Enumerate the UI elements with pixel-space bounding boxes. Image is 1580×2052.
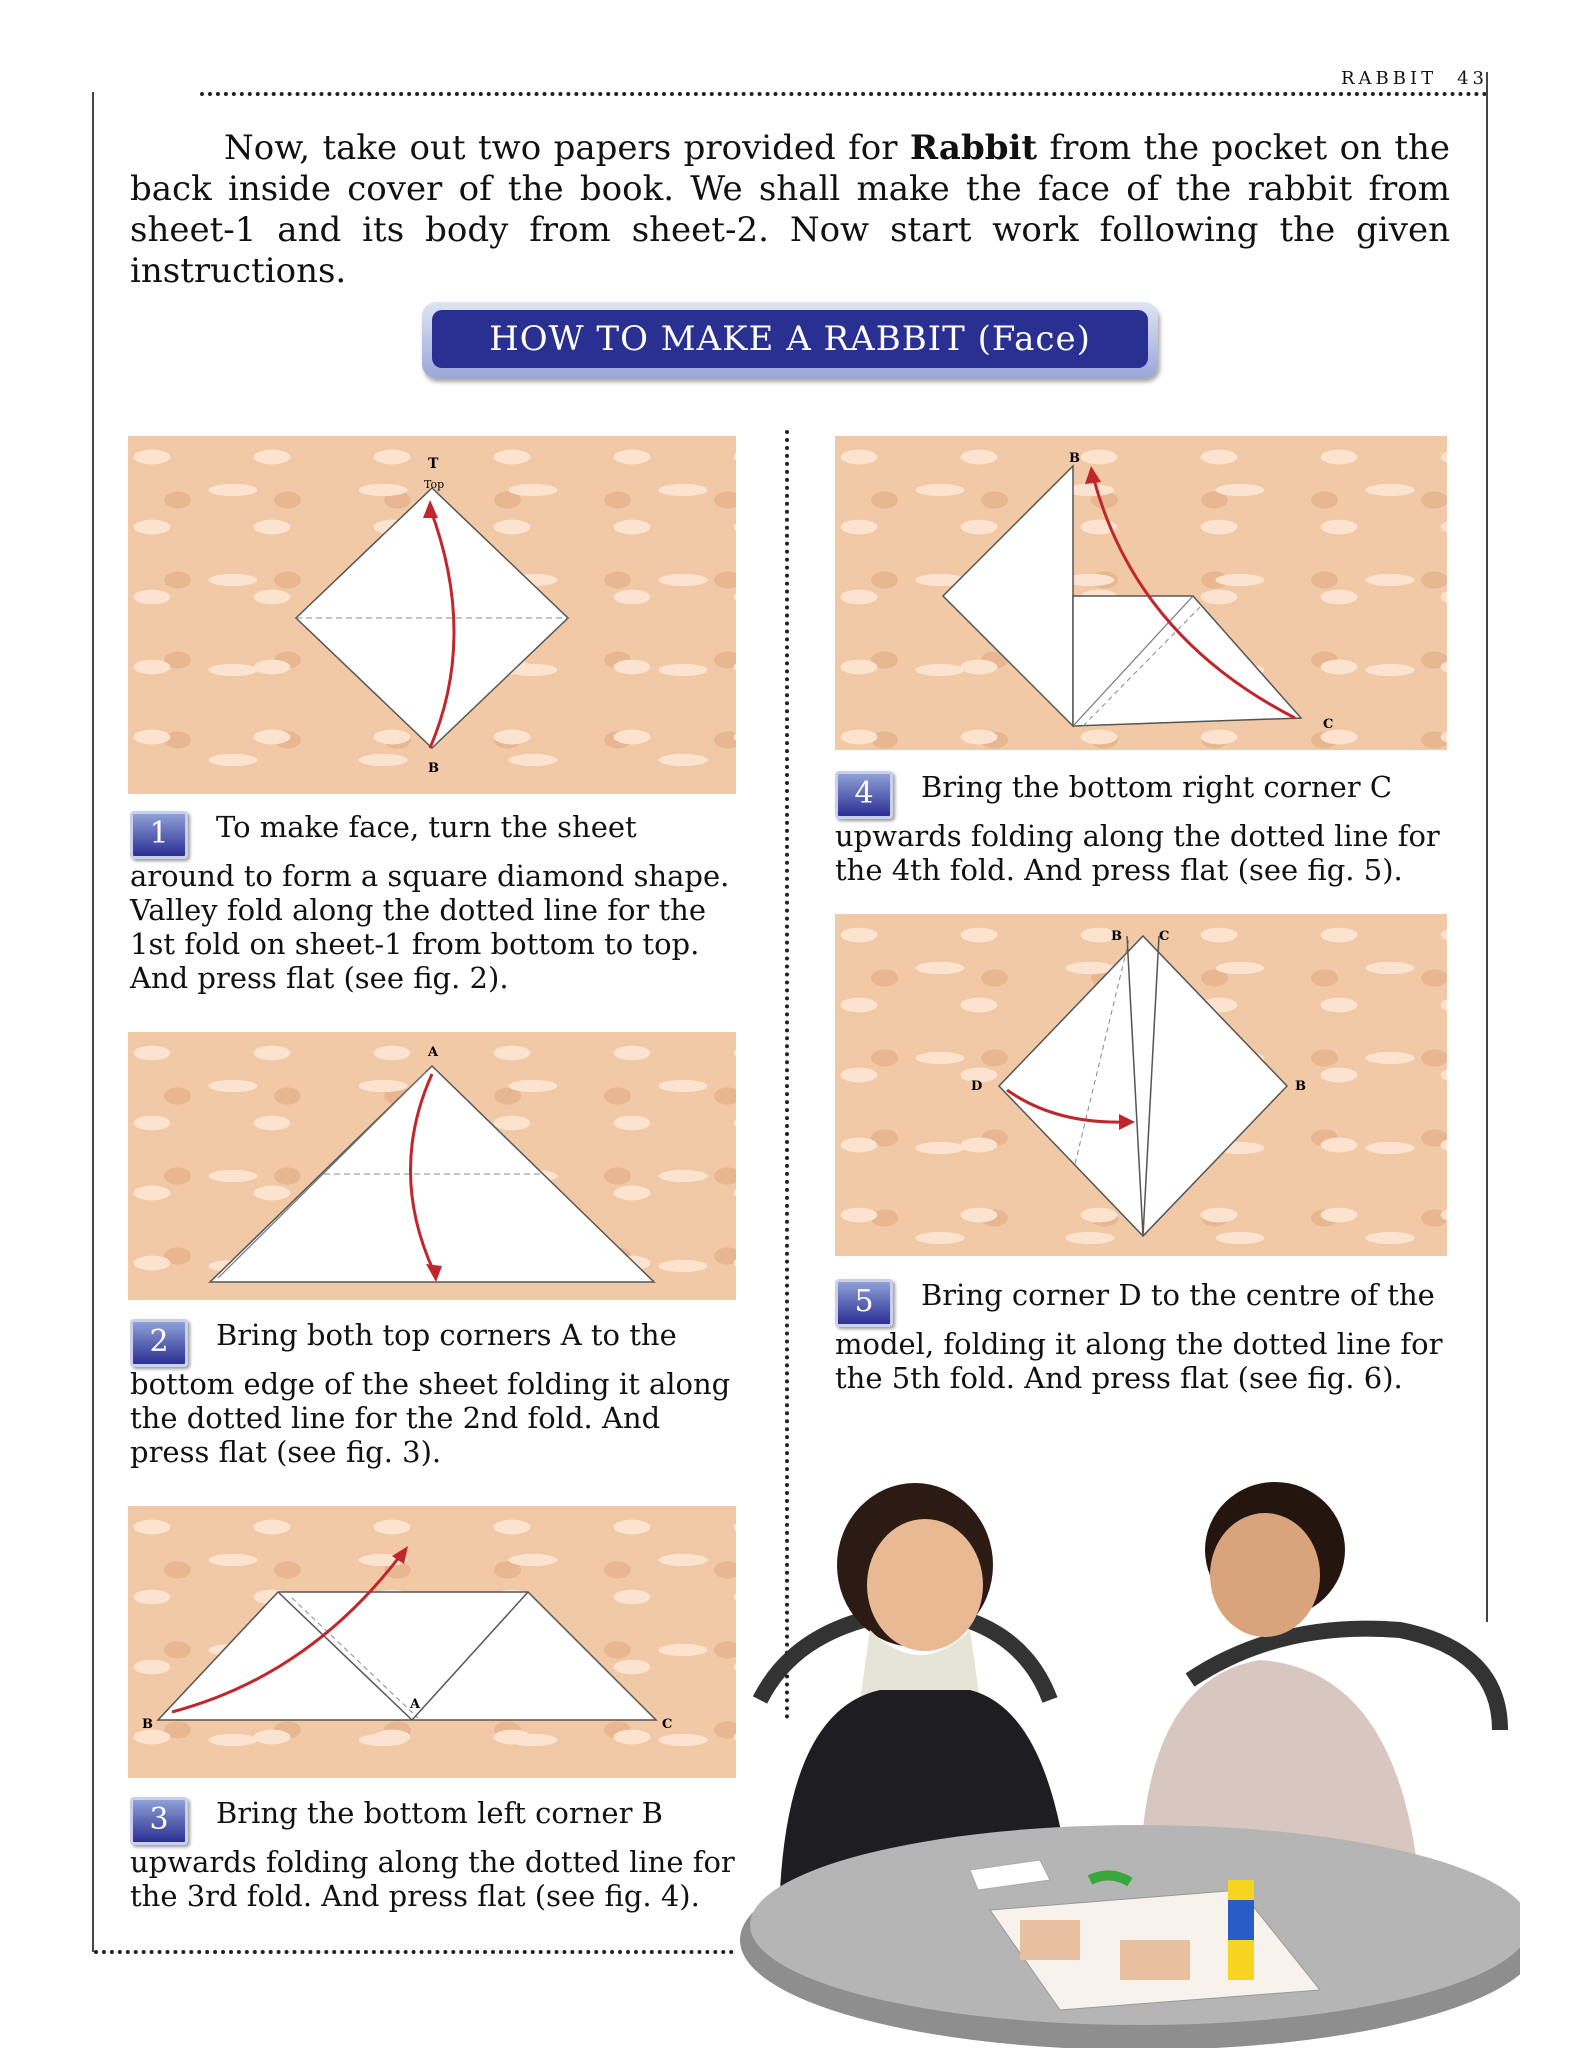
left-rule <box>92 92 94 1952</box>
section-banner <box>422 302 1158 378</box>
figure-5-diagram <box>835 914 1447 1256</box>
fig2-label-a: A <box>428 1045 439 1060</box>
step-4-text: Bring the bottom right corner C upwards folding along the dotted line for the 4th fold. And press flat (see fig. 5). <box>835 770 1440 887</box>
fig3-label-c: C <box>662 1717 673 1732</box>
page-number: 43 <box>1457 68 1488 89</box>
fig5-label-d: D <box>971 1079 983 1094</box>
chapter-title: RABBIT <box>1340 68 1438 89</box>
fig5-label-b-right: B <box>1295 1079 1306 1094</box>
fig1-label-top: Top <box>424 478 445 491</box>
intro-paragraph <box>130 128 1450 292</box>
bottom-dotted-rule <box>94 1950 734 1954</box>
figure-1-diagram <box>128 436 736 794</box>
figure-5 <box>835 914 1447 1256</box>
figure-4 <box>835 436 1447 750</box>
fig1-label-t: T <box>428 456 439 472</box>
step-1 <box>130 810 745 995</box>
figure-3 <box>128 1506 736 1778</box>
figure-4-diagram <box>835 436 1447 750</box>
intro-bold: Rabbit <box>909 128 1038 168</box>
fig3-label-b: B <box>142 1717 153 1732</box>
children-illustration <box>720 1470 1520 2048</box>
fig4-label-b: B <box>1069 451 1080 466</box>
step-2-number: 2 <box>130 1319 188 1367</box>
fig5-label-b: B <box>1111 929 1122 944</box>
page-header <box>1321 68 1488 89</box>
figure-3-diagram <box>128 1506 736 1778</box>
children-photo <box>720 1470 1520 2048</box>
fig5-label-c: C <box>1159 929 1170 944</box>
intro-text-2: from the pocket on the back inside cover of the book. We shall make the face of the rabbit from sheet-1 and its body from sheet-2. Now start work following the given instructions. <box>130 128 1451 291</box>
figure-1 <box>128 436 736 794</box>
right-rule <box>1486 72 1488 1622</box>
fig4-label-c: C <box>1323 717 1334 732</box>
step-4-number: 4 <box>835 771 893 819</box>
figure-2 <box>128 1032 736 1300</box>
step-2-text: Bring both top corners A to the bottom edge of the sheet folding it along the dotted line for the 2nd fold. And press flat (see fig. 3). <box>130 1318 731 1469</box>
step-1-text: To make face, turn the sheet around to form a square diamond shape. Valley fold along the dotted line for the 1st fold on sheet-1 from bottom to top. And press flat (see fig. 2). <box>130 810 730 995</box>
step-2 <box>130 1318 745 1469</box>
step-5 <box>835 1278 1450 1395</box>
intro-text-1: Now, take out two papers provided for <box>224 128 910 168</box>
step-3-text: Bring the bottom left corner B upwards folding along the dotted line for the 3rd fold. And press flat (see fig. 4). <box>130 1796 735 1913</box>
step-3 <box>130 1796 745 1913</box>
banner-title: HOW TO MAKE A RABBIT (Face) <box>432 310 1148 368</box>
step-4 <box>835 770 1450 887</box>
fig3-label-a: A <box>410 1697 421 1712</box>
top-dotted-rule <box>200 92 1488 96</box>
step-1-number: 1 <box>130 811 188 859</box>
step-3-number: 3 <box>130 1797 188 1845</box>
step-5-text: Bring corner D to the centre of the model, folding it along the dotted line for the 5th fold. And press flat (see fig. 6). <box>835 1278 1443 1395</box>
step-5-number: 5 <box>835 1279 893 1327</box>
figure-2-diagram <box>128 1032 736 1300</box>
fig1-label-b: B <box>428 761 439 776</box>
